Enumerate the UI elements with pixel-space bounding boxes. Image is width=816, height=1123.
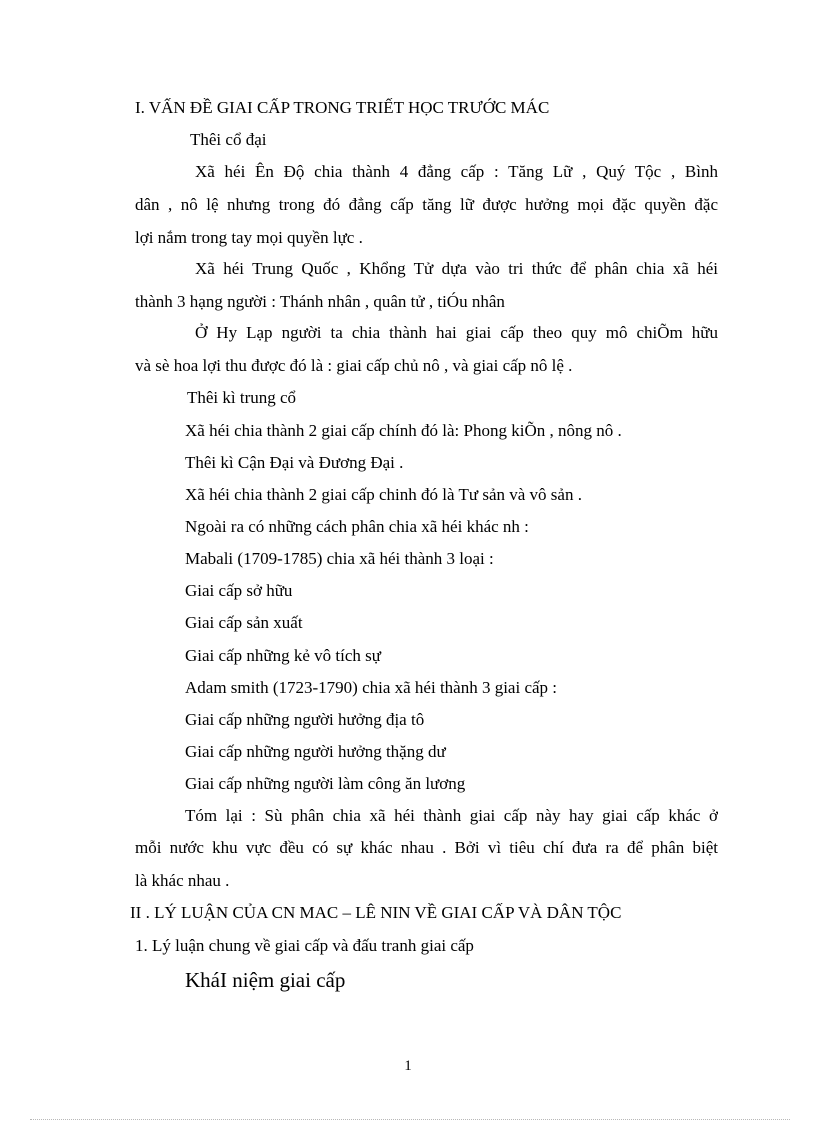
mabali-item: Giai cấp sản xuất xyxy=(185,613,303,632)
concept-title: KháI niệm giai cấp xyxy=(185,968,346,992)
mabali-item: Giai cấp những kẻ vô tích sự xyxy=(185,646,381,665)
summary-line-3: là khác nhau . xyxy=(135,871,230,890)
adam-item: Giai cấp những người làm công ăn lương xyxy=(185,774,466,793)
page-divider xyxy=(30,1119,790,1120)
medieval-text: Xã héi chia thành 2 giai cấp chính đó là: Phong kiÕn , nông nô . xyxy=(185,421,622,440)
period-ancient: Thêi cổ đại xyxy=(190,130,267,149)
greece-paragraph-line-2: và sè hoa lợi thu được đó là : giai cấp chủ nô , và giai cấp nô lệ . xyxy=(135,356,573,375)
india-paragraph-line-1: Xã héi Ên Độ chia thành 4 đẳng cấp : Tăng Lữ , Quý Tộc , Bình xyxy=(195,162,718,181)
greece-paragraph-line-1: Ở Hy Lạp người ta chia thành hai giai cấp theo quy mô chiÕm hữu xyxy=(195,323,718,342)
mabali-text: Mabali (1709-1785) chia xã héi thành 3 loại : xyxy=(185,549,494,568)
summary-line-2: mỗi nước khu vực đều có sự khác nhau . Bởi vì tiêu chí đưa ra để phân biệt xyxy=(135,838,718,857)
china-paragraph-line-2: thành 3 hạng người : Thánh nhân , quân tử , tiÓu nhân xyxy=(135,292,505,311)
india-paragraph-line-2: dân , nô lệ nhưng trong đó đẳng cấp tăng lữ được hưởng mọi đặc quyền đặc xyxy=(135,195,718,214)
modern-text: Xã héi chia thành 2 giai cấp chinh đó là Tư sản và vô sản . xyxy=(185,485,582,504)
china-paragraph-line-1: Xã héi Trung Quốc , Khổng Tử dựa vào tri thức để phân chia xã héi xyxy=(195,259,718,278)
adam-smith-text: Adam smith (1723-1790) chia xã héi thành 3 giai cấp : xyxy=(185,678,558,697)
summary-line-1: Tóm lại : Sù phân chia xã héi thành giai cấp này hay giai cấp khác ở xyxy=(185,806,718,825)
section-heading-2: II . LÝ LUẬN CỦA CN MAC – LÊ NIN VỀ GIAI CẤP VÀ DÂN TỘC xyxy=(130,903,622,922)
page-number: 1 xyxy=(404,1058,412,1074)
other-ways-text: Ngoài ra có những cách phân chia xã héi khác nh : xyxy=(185,517,529,536)
adam-item: Giai cấp những người hưởng địa tô xyxy=(185,710,425,729)
adam-item: Giai cấp những người hưởng thặng dư xyxy=(185,742,446,761)
subheading-1: 1. Lý luận chung về giai cấp và đấu tranh giai cấp xyxy=(135,936,474,955)
section-heading-1: I. VẤN ĐỀ GIAI CẤP TRONG TRIẾT HỌC TRƯỚC MÁC xyxy=(135,98,550,117)
mabali-item: Giai cấp sở hữu xyxy=(185,581,293,600)
india-paragraph-line-3: lợi nắm trong tay mọi quyền lực . xyxy=(135,228,363,247)
period-medieval: Thêi kì trung cổ xyxy=(187,388,297,407)
period-modern: Thêi kì Cận Đại và Đương Đại . xyxy=(185,453,404,472)
